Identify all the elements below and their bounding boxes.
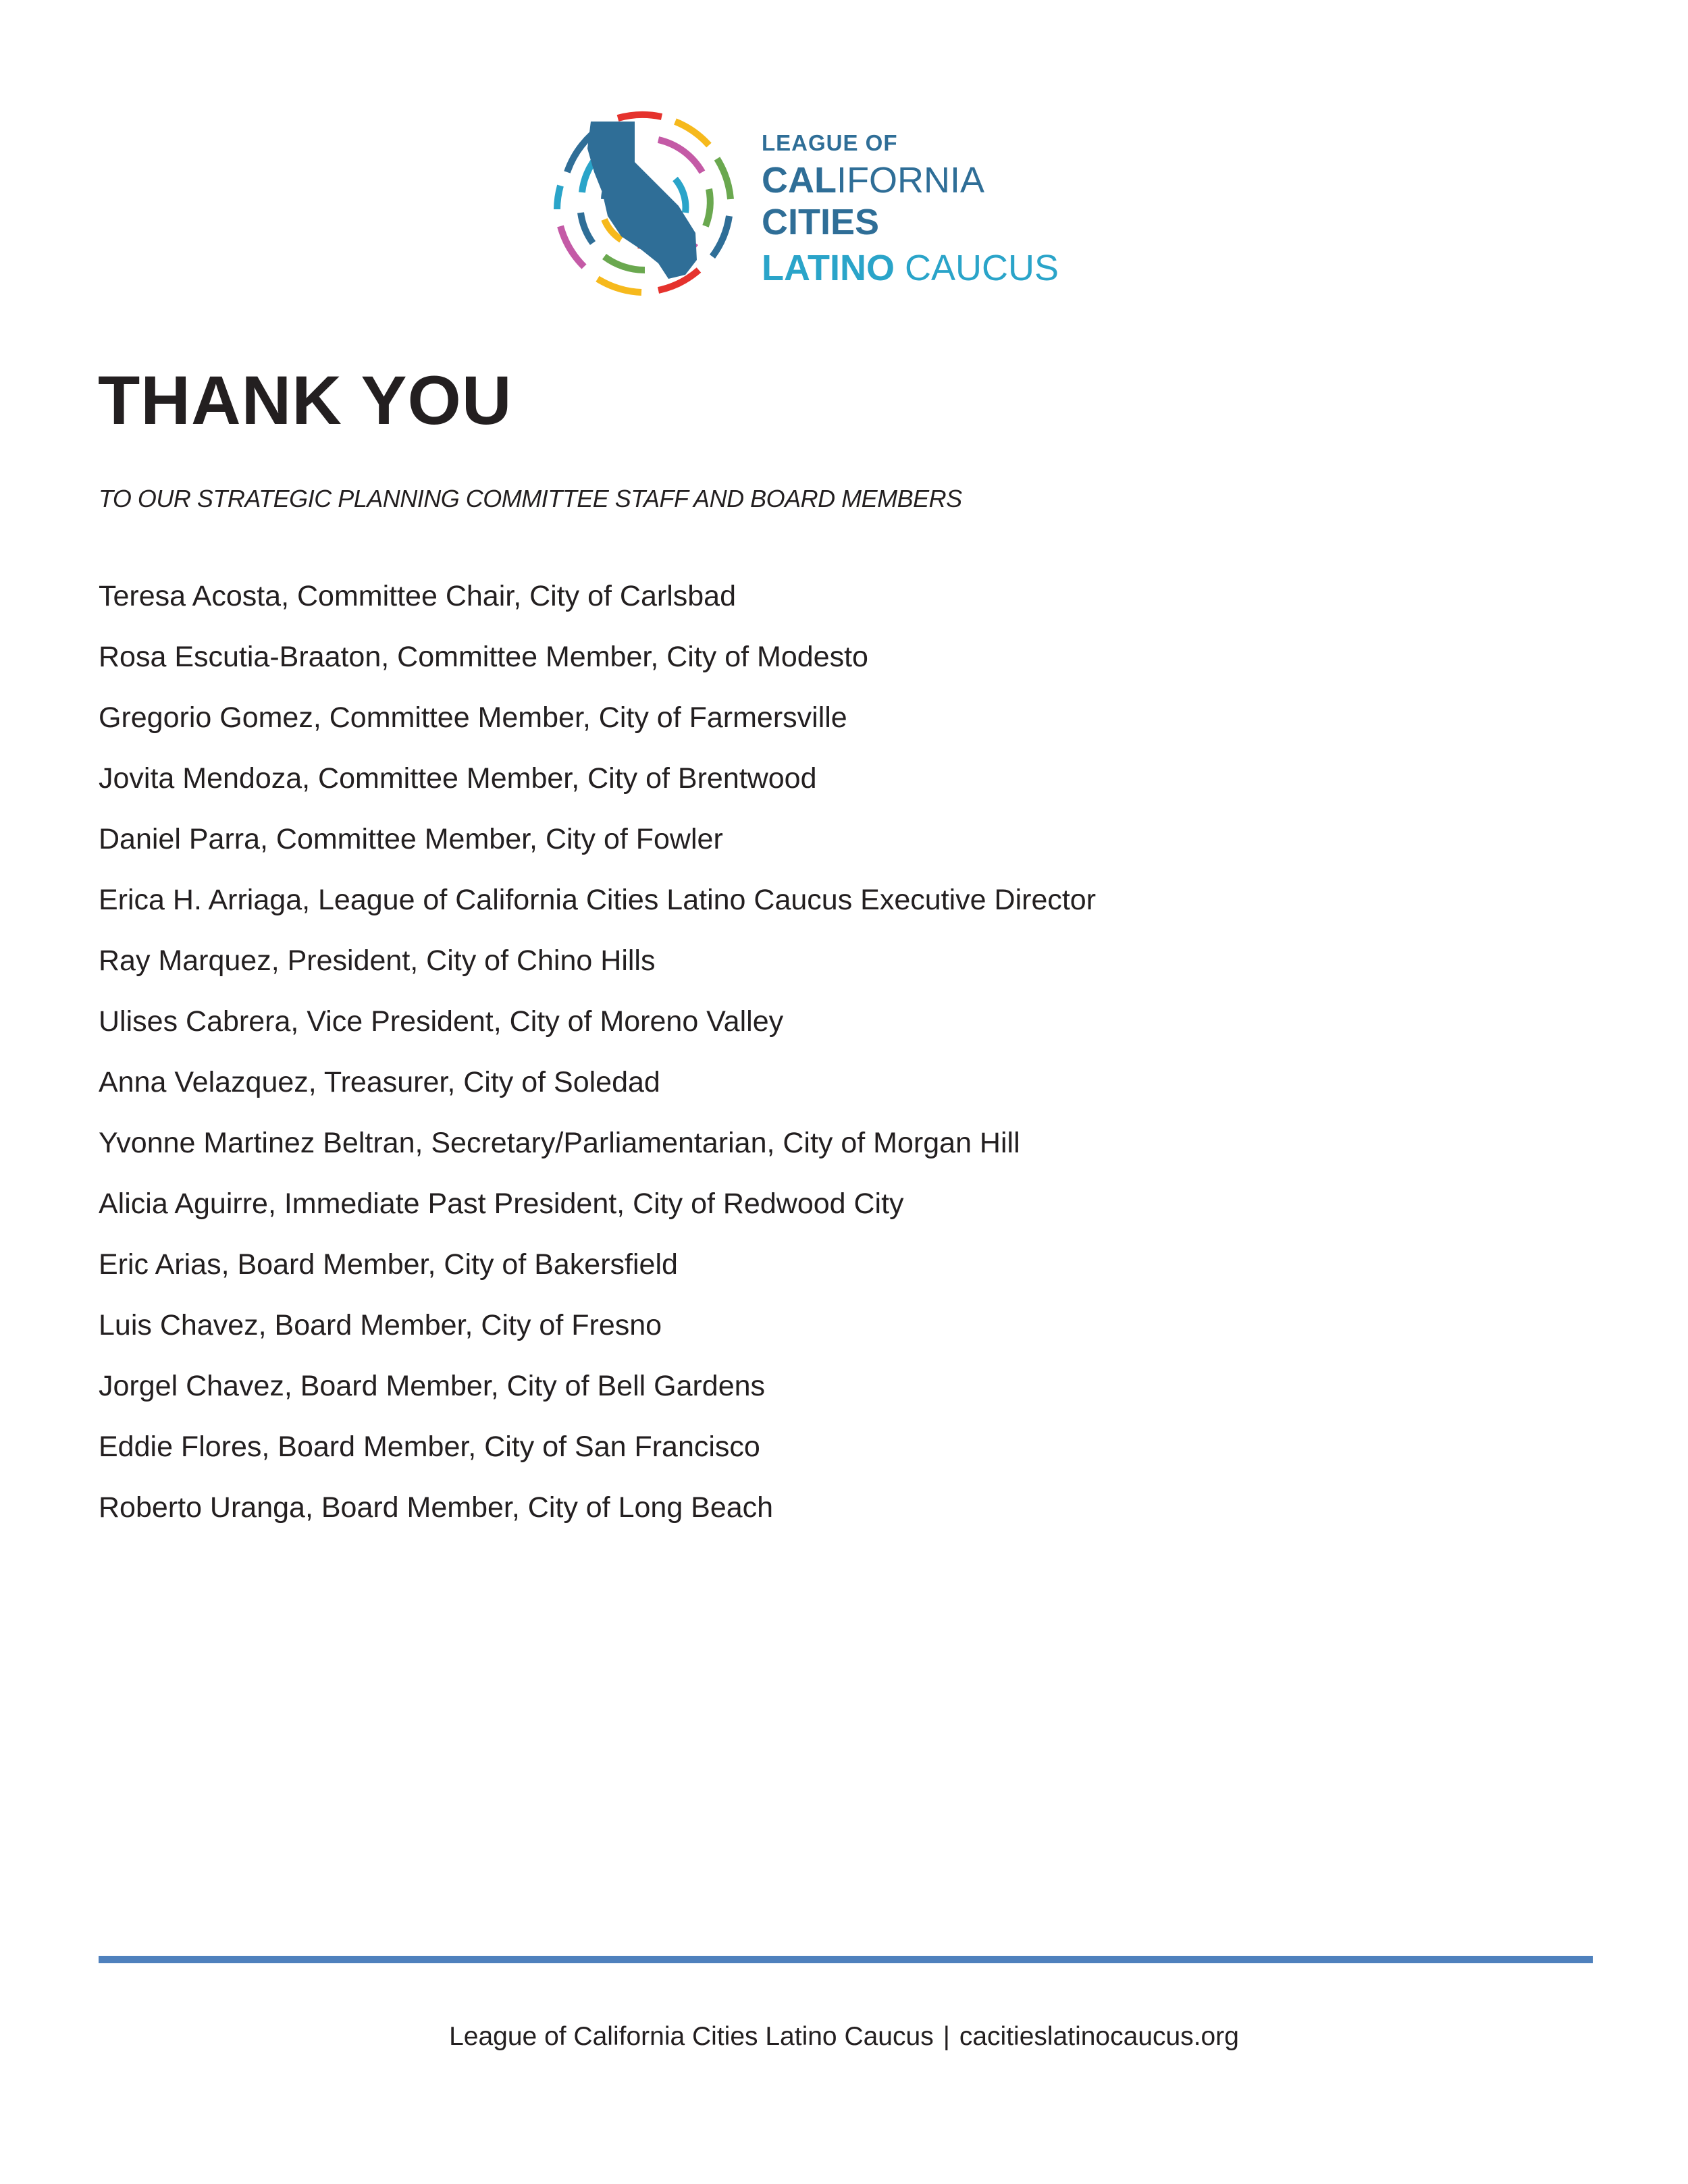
logo-california-thin: IFORNIA <box>836 160 984 201</box>
logo-line-california <box>762 160 1059 201</box>
footer-divider <box>99 1956 1593 1963</box>
logo-latino-bold: LATINO <box>762 248 895 288</box>
page-footer <box>0 2022 1688 2052</box>
list-item: Jorgel Chavez, Board Member, City of Bell Gardens <box>99 1370 766 1402</box>
logo-caucus-thin: CAUCUS <box>904 248 1059 288</box>
list-item: Ulises Cabrera, Vice President, City of Moreno Valley <box>99 1005 784 1038</box>
list-item: Rosa Escutia-Braaton, Committee Member, City of Modesto <box>99 641 868 673</box>
list-item: Yvonne Martinez Beltran, Secretary/Parliamentarian, City of Morgan Hill <box>99 1127 1020 1159</box>
list-item: Eric Arias, Board Member, City of Bakersfield <box>99 1248 678 1281</box>
logo-wordmark <box>762 132 1059 286</box>
logo-line-league-of: LEAGUE OF <box>762 130 898 155</box>
california-arcs-logo-icon <box>540 98 749 307</box>
members-list <box>99 577 1096 1549</box>
list-item: Jovita Mendoza, Committee Member, City of Brentwood <box>99 762 817 795</box>
page-title: THANK YOU <box>98 362 512 439</box>
list-item: Teresa Acosta, Committee Chair, City of Carlsbad <box>99 580 736 612</box>
list-item: Roberto Uranga, Board Member, City of Long Beach <box>99 1491 774 1524</box>
logo-line-cities: CITIES <box>762 202 880 242</box>
list-item: Anna Velazquez, Treasurer, City of Soledad <box>99 1066 660 1098</box>
footer-website: cacitieslatinocaucus.org <box>959 2022 1239 2051</box>
logo-california-bold: CAL <box>762 160 837 201</box>
list-item: Luis Chavez, Board Member, City of Fresno <box>99 1309 662 1341</box>
page-subtitle: TO OUR STRATEGIC PLANNING COMMITTEE STAFF AND BOARD MEMBERS <box>99 485 962 512</box>
list-item: Erica H. Arriaga, League of California Cities Latino Caucus Executive Director <box>99 884 1097 916</box>
footer-org-name: League of California Cities Latino Caucus <box>449 2022 934 2051</box>
list-item: Ray Marquez, President, City of Chino Hills <box>99 944 656 977</box>
list-item: Gregorio Gomez, Committee Member, City of Farmersville <box>99 701 847 734</box>
list-item: Eddie Flores, Board Member, City of San Francisco <box>99 1431 760 1463</box>
footer-separator: | <box>943 2022 950 2051</box>
list-item: Daniel Parra, Committee Member, City of Fowler <box>99 823 723 855</box>
organization-logo <box>540 98 1094 314</box>
logo-line-latino-caucus <box>762 250 1059 286</box>
list-item: Alicia Aguirre, Immediate Past President, City of Redwood City <box>99 1188 904 1220</box>
